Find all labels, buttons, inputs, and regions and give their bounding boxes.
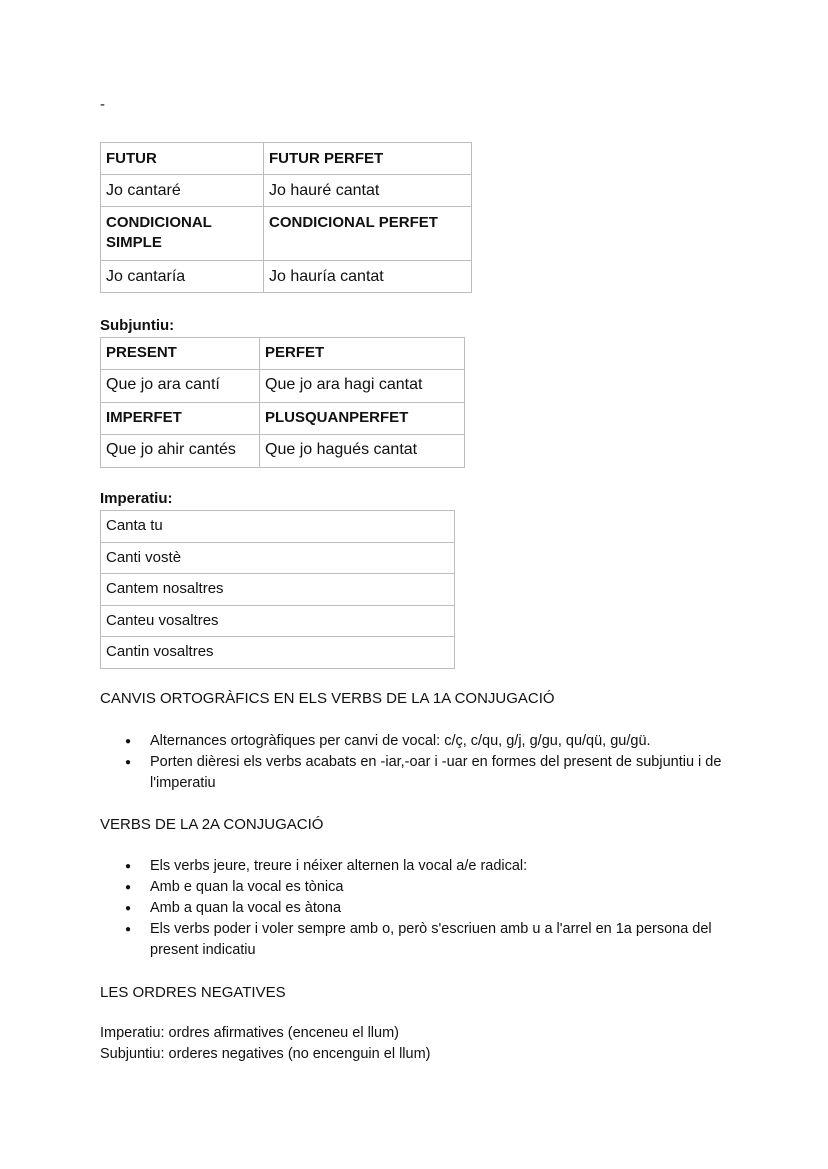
section-title-ordres-negatives: LES ORDRES NEGATIVES (100, 984, 286, 1001)
table-row (101, 574, 455, 606)
list-item: ● Porten dièresi els verbs acabats en -iar,-oar i -uar en formes del present de subjuntiu i de l'imperatiu (100, 752, 740, 794)
table-row (101, 338, 465, 370)
table-cell: Cantin vosaltres (101, 637, 455, 669)
section-title-1a-conjugacio: CANVIS ORTOGRÀFICS EN ELS VERBS DE LA 1A CONJUGACIÓ (100, 690, 555, 707)
table-cell: PERFET (260, 338, 465, 370)
imperatiu-label: Imperatiu: (100, 490, 173, 507)
table-cell: CONDICIONAL SIMPLE (101, 207, 264, 261)
table-cell: Que jo ara hagi cantat (260, 370, 465, 403)
table-cell: Canteu vosaltres (101, 606, 455, 637)
table-cell: FUTUR PERFET (264, 143, 472, 175)
table-row (101, 370, 465, 403)
table-cell: Que jo ahir cantés (101, 435, 260, 468)
table-row (101, 261, 472, 293)
table-row (101, 143, 472, 175)
list-2a-conjugacio (100, 856, 740, 961)
table-row (101, 403, 465, 435)
table-cell: Jo hauré cantat (264, 175, 472, 207)
indicatiu-table (100, 142, 472, 293)
paragraph-imperatiu: Imperatiu: ordres afirmatives (enceneu el llum) (100, 1025, 399, 1041)
table-cell: Jo hauría cantat (264, 261, 472, 293)
table-cell: CONDICIONAL PERFET (264, 207, 472, 261)
subjuntiu-table (100, 337, 465, 468)
table-row (101, 207, 472, 261)
table-cell: Canta tu (101, 511, 455, 543)
table-cell: Jo cantaría (101, 261, 264, 293)
table-cell: PRESENT (101, 338, 260, 370)
section-title-2a-conjugacio: VERBS DE LA 2A CONJUGACIÓ (100, 816, 324, 833)
table-cell: FUTUR (101, 143, 264, 175)
imperatiu-table (100, 510, 455, 669)
list-item: ● Els verbs poder i voler sempre amb o, però s'escriuen amb u a l'arrel en 1a persona del present indicatiu (100, 919, 740, 961)
table-row (101, 511, 455, 543)
list-item: ● Amb a quan la vocal es àtona (100, 898, 740, 919)
table-cell: Canti vostè (101, 543, 455, 574)
subjuntiu-label: Subjuntiu: (100, 317, 175, 334)
table-row (101, 606, 455, 637)
list-1a-conjugacio (100, 731, 740, 794)
table-cell: Jo cantaré (101, 175, 264, 207)
table-row (101, 175, 472, 207)
table-row (101, 637, 455, 669)
table-cell: Que jo hagués cantat (260, 435, 465, 468)
table-cell: IMPERFET (101, 403, 260, 435)
table-cell: Cantem nosaltres (101, 574, 455, 606)
table-cell: PLUSQUANPERFET (260, 403, 465, 435)
list-item: ● Amb e quan la vocal es tònica (100, 877, 740, 898)
table-cell: Que jo ara cantí (101, 370, 260, 403)
paragraph-subjuntiu: Subjuntiu: orderes negatives (no encenguin el llum) (100, 1046, 431, 1062)
list-item: ● Alternances ortogràfiques per canvi de vocal: c/ç, c/qu, g/j, g/gu, qu/qü, gu/gü. (100, 731, 740, 752)
dash-mark: - (100, 96, 105, 113)
table-row (101, 543, 455, 574)
list-item: ● Els verbs jeure, treure i néixer alternen la vocal a/e radical: (100, 856, 740, 877)
table-row (101, 435, 465, 468)
